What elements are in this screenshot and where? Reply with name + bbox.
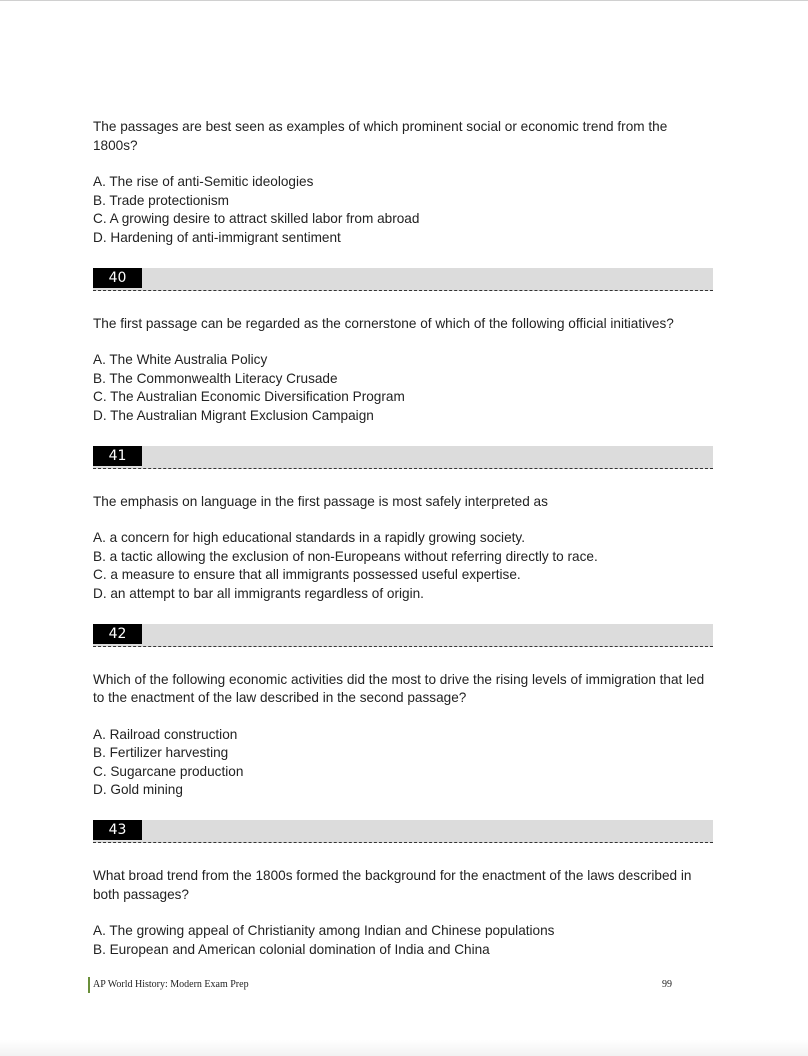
question-header-42: [93, 624, 713, 647]
question-block-39: [93, 118, 713, 248]
option-b: B. European and American colonial domination of India and China: [93, 941, 490, 957]
question-block-43: [93, 867, 713, 959]
question-text: The passages are best seen as examples of which prominent social or economic trend from the 1800s?: [93, 119, 668, 153]
option-a: A. The growing appeal of Christianity among Indian and Chinese populations: [93, 923, 555, 939]
question-text: What broad trend from the 1800s formed the background for the enactment of the laws described in both passages?: [93, 868, 692, 902]
option-a: A. a concern for high educational standards in a rapidly growing society.: [93, 530, 525, 546]
option-b: B. The Commonwealth Literacy Crusade: [93, 370, 338, 386]
question-header-41: [93, 446, 713, 469]
option-c: C. Sugarcane production: [93, 763, 244, 779]
option-c: C. A growing desire to attract skilled labor from abroad: [93, 211, 420, 227]
option-a: A. Railroad construction: [93, 726, 238, 742]
question-text: Which of the following economic activities did the most to drive the rising levels of immigration that led to the enactment of the law described in the second passage?: [93, 671, 705, 706]
question-block-41: [93, 493, 713, 604]
option-a: A. The rise of anti-Semitic ideologies: [93, 174, 314, 190]
option-c: C. The Australian Economic Diversification Program: [93, 389, 405, 405]
page-bottom-shade: [0, 1040, 808, 1056]
question-text: The first passage can be regarded as the cornerstone of which of the following official initiatives?: [93, 315, 674, 331]
footer-book-title: AP World History: Modern Exam Prep: [93, 979, 249, 990]
question-header-43: [93, 820, 713, 843]
question-number-badge: 42: [93, 624, 142, 644]
answer-options: [93, 922, 713, 959]
option-b: B. Trade protectionism: [93, 192, 229, 208]
option-d: D. Hardening of anti-immigrant sentiment: [93, 229, 341, 245]
question-number-badge: 40: [93, 268, 142, 288]
option-b: B. Fertilizer harvesting: [93, 745, 229, 761]
option-b: B. a tactic allowing the exclusion of non-Europeans without referring directly to race.: [93, 548, 598, 564]
question-text: The emphasis on language in the first passage is most safely interpreted as: [93, 493, 548, 509]
page-footer: [88, 977, 672, 993]
option-d: D. The Australian Migrant Exclusion Campaign: [93, 407, 374, 423]
option-d: D. Gold mining: [93, 782, 183, 798]
page-content: [93, 118, 713, 959]
question-number-badge: 43: [93, 820, 142, 840]
question-block-42: [93, 671, 713, 801]
option-a: A. The White Australia Policy: [93, 352, 268, 368]
page-top-rule: [0, 0, 808, 1]
page-number: 99: [662, 979, 672, 990]
option-c: C. a measure to ensure that all immigrants possessed useful expertise.: [93, 567, 521, 583]
question-block-40: [93, 315, 713, 426]
answer-options: [93, 726, 713, 800]
option-d: D. an attempt to bar all immigrants regardless of origin.: [93, 585, 424, 601]
answer-options: [93, 351, 713, 425]
footer-accent-bar: [88, 977, 90, 993]
answer-options: [93, 529, 713, 603]
question-header-40: [93, 268, 713, 291]
question-number-badge: 41: [93, 446, 142, 466]
answer-options: [93, 173, 713, 247]
